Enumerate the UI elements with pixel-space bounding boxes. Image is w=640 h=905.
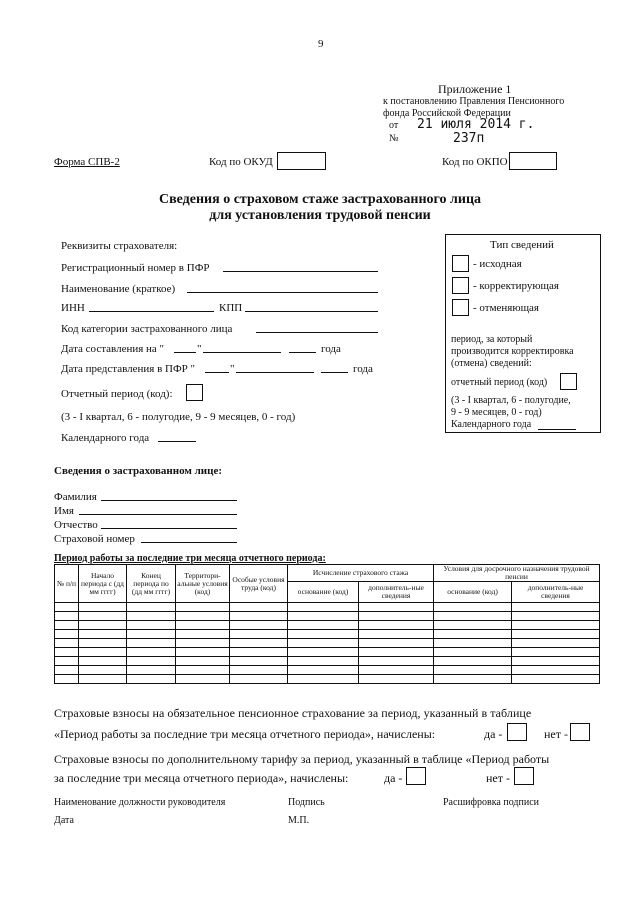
kpp-label: КПП: [219, 302, 243, 314]
appendix-title: Приложение 1: [438, 82, 512, 96]
header-extra: дополнитель-ные сведения: [359, 582, 434, 603]
appendix-line2: фонда Российской Федерации: [383, 108, 511, 119]
header-end: Конец периода по (дд мм гггг): [127, 565, 176, 603]
appendix-from-label: от: [389, 120, 399, 131]
panel-period-text3: (отмена) сведений:: [451, 358, 532, 369]
panel-hint2: 9 - 9 месяцев, 0 - год): [451, 407, 542, 418]
contrib1-yes-label: да -: [484, 727, 503, 741]
table-row[interactable]: [55, 657, 600, 666]
appendix-number-label: №: [389, 133, 399, 144]
date-compiled-quote: ": [197, 343, 202, 355]
date-submitted-year-label: года: [353, 363, 373, 375]
patronymic-field[interactable]: [101, 518, 237, 529]
panel-period-text2: производится корректировка: [451, 346, 574, 357]
surname-label: Фамилия: [54, 491, 97, 503]
stamp-label: М.П.: [288, 815, 310, 826]
contrib1-no-box[interactable]: [570, 723, 590, 741]
okud-label: Код по ОКУД: [209, 156, 273, 168]
date-compiled-year[interactable]: [289, 342, 316, 353]
contrib2-yes-box[interactable]: [406, 767, 426, 785]
appendix-number: 237п: [453, 131, 485, 146]
form-title-line2: для установления трудовой пенсии: [209, 208, 431, 223]
work-period-table: [54, 564, 600, 684]
insurer-heading: Реквизиты страхователя:: [61, 240, 178, 252]
page-number: 9: [318, 38, 324, 50]
contrib2-no-label: нет -: [486, 771, 510, 785]
calendar-year-field[interactable]: [158, 431, 196, 442]
table-row[interactable]: [55, 648, 600, 657]
period-code-label: Отчетный период (код):: [61, 388, 173, 400]
okud-field[interactable]: [277, 152, 326, 170]
period-code-box[interactable]: [186, 384, 203, 401]
table-caption: Период работы за последние три месяца отчетного периода:: [54, 553, 326, 564]
corrective-checkbox[interactable]: [452, 277, 469, 294]
surname-field[interactable]: [101, 490, 237, 501]
date-submitted-quote: ": [230, 363, 235, 375]
header-no: № п/п: [55, 565, 79, 603]
date-compiled-year-label: года: [321, 343, 341, 355]
form-name: Форма СПВ-2: [54, 156, 120, 168]
table-row[interactable]: [55, 666, 600, 675]
header-basis-early: основание (код): [434, 582, 512, 603]
corrective-label: - корректирующая: [473, 280, 559, 292]
contrib2-yes-label: да -: [384, 771, 403, 785]
calendar-year-label: Календарного года: [61, 432, 150, 444]
panel-period-code-label: отчетный период (код): [451, 377, 548, 388]
table-row[interactable]: [55, 603, 600, 612]
original-label: - исходная: [473, 258, 522, 270]
appendix-line1: к постановлению Правления Пенсионного: [383, 96, 565, 107]
contrib1-line1: Страховые взносы на обязательное пенсионное страхование за период, указанный в таблице: [54, 706, 532, 720]
position-label: Наименование должности руководителя: [54, 797, 226, 808]
date-submitted-day[interactable]: [205, 362, 229, 373]
header-start: Начало периода с (дд мм гггг): [79, 565, 127, 603]
reg-number-field[interactable]: [223, 261, 378, 272]
panel-period-code-box[interactable]: [560, 373, 577, 390]
contrib2-no-box[interactable]: [514, 767, 534, 785]
name-field[interactable]: [187, 282, 378, 293]
signature-label: Подпись: [288, 797, 325, 808]
info-type-heading: Тип сведений: [490, 239, 554, 251]
inn-label: ИНН: [61, 302, 85, 314]
date-submitted-month[interactable]: [236, 362, 314, 373]
date-label: Дата: [54, 815, 74, 826]
header-early: Условия для досрочного назначения трудовой пенсии: [434, 565, 600, 582]
original-checkbox[interactable]: [452, 255, 469, 272]
form-title-line1: Сведения о страховом стаже застрахованного лица: [158, 192, 482, 207]
date-submitted-label: Дата представления в ПФР ": [61, 363, 196, 375]
table-row[interactable]: [55, 630, 600, 639]
date-compiled-day[interactable]: [174, 342, 196, 353]
table-row[interactable]: [55, 639, 600, 648]
header-special: Особые условия труда (код): [230, 565, 288, 603]
header-territorial: Территори-альные условия (код): [176, 565, 230, 603]
appendix-date: 21 июля 2014 г.: [417, 117, 535, 132]
inn-field[interactable]: [89, 301, 214, 312]
table-row[interactable]: [55, 621, 600, 630]
reg-number-label: Регистрационный номер в ПФР: [61, 262, 210, 274]
date-submitted-year[interactable]: [321, 362, 348, 373]
date-compiled-month[interactable]: [203, 342, 281, 353]
category-label: Код категории застрахованного лица: [61, 323, 233, 335]
firstname-field[interactable]: [79, 504, 237, 515]
panel-period-text1: период, за который: [451, 334, 533, 345]
contrib1-no-label: нет -: [544, 727, 568, 741]
panel-hint1: (3 - I квартал, 6 - полугодие,: [451, 395, 571, 406]
kpp-field[interactable]: [245, 301, 378, 312]
okpo-field[interactable]: [509, 152, 557, 170]
contrib1-yes-box[interactable]: [507, 723, 527, 741]
snils-field[interactable]: [141, 532, 237, 543]
contrib2-line2: за последние три месяца отчетного периода», начислены:: [54, 771, 349, 785]
panel-calendar-year-label: Календарного года: [451, 419, 532, 430]
header-extra-early: дополнитель-ные сведения: [512, 582, 600, 603]
contrib2-line1: Страховые взносы по дополнительному тарифу за период, указанный в таблице «Период работы: [54, 752, 550, 766]
period-hint: (3 - I квартал, 6 - полугодие, 9 - 9 месяцев, 0 - год): [61, 411, 296, 423]
cancelling-checkbox[interactable]: [452, 299, 469, 316]
snils-label: Страховой номер: [54, 533, 135, 545]
firstname-label: Имя: [54, 505, 74, 517]
insured-heading: Сведения о застрахованном лице:: [54, 465, 223, 477]
table-row[interactable]: [55, 675, 600, 684]
contrib1-line2: «Период работы за последние три месяца отчетного периода», начислены:: [54, 727, 436, 741]
okpo-label: Код по ОКПО: [442, 156, 508, 168]
name-label: Наименование (краткое): [61, 283, 176, 295]
cancelling-label: - отменяющая: [473, 302, 539, 314]
header-stage: Исчисление страхового стажа: [288, 565, 434, 582]
panel-calendar-year-field[interactable]: [538, 419, 576, 430]
table-row[interactable]: [55, 612, 600, 621]
patronymic-label: Отчество: [54, 519, 98, 531]
decoding-label: Расшифровка подписи: [443, 797, 539, 808]
category-field[interactable]: [256, 322, 378, 333]
header-basis: основание (код): [288, 582, 359, 603]
date-compiled-label: Дата составления на ": [61, 343, 165, 355]
